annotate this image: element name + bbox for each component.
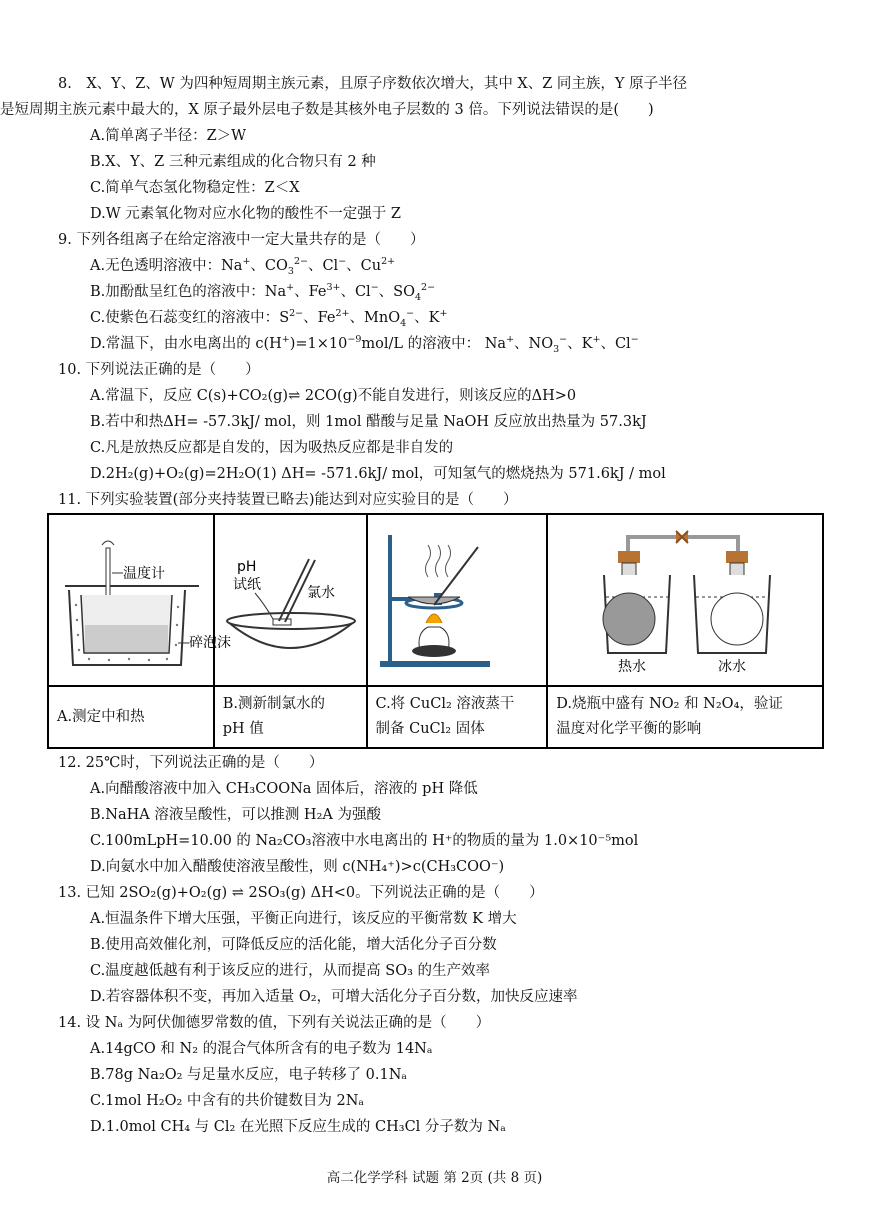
- q8-option-b: B.X、Y、Z 三种元素组成的化合物只有 2 种: [90, 154, 376, 170]
- q14-option-d: D.1.0mol CH₄ 与 Cl₂ 在光照下反应生成的 CH₃Cl 分子数为 Nₐ: [90, 1119, 506, 1135]
- q12-option-b: B.NaHA 溶液呈酸性，可以推测 H₂A 为强酸: [90, 807, 381, 823]
- q10-stem: 10. 下列说法正确的是（ ）: [58, 362, 260, 378]
- foam-label: 碎泡沫: [189, 635, 231, 651]
- q12-option-c: C.100mLpH=10.00 的 Na₂CO₃溶液中水电离出的 H⁺的物质的量为 1.0×10⁻⁵mol: [90, 833, 639, 849]
- q13-stem: 13. 已知 2SO₂(g)+O₂(g) ⇌ 2SO₃(g) ΔH<0。下列说法正确的是（ ）: [58, 885, 544, 901]
- q14-option-c: C.1mol H₂O₂ 中含有的共价键数目为 2Nₐ: [90, 1093, 365, 1109]
- q13-option-d: D.若容器体积不变，再加入适量 O₂，可增大活化分子百分数，加快反应速率: [90, 989, 578, 1005]
- question-13: [58, 880, 823, 1010]
- q10-option-d: D.2H₂(g)+O₂(g)=2H₂O(1) ΔH= -571.6kJ/ mol，可知氢气的燃烧热为 571.6kJ / mol: [90, 466, 666, 482]
- question-9: [58, 227, 823, 357]
- hot-water-label: 热水: [618, 659, 647, 675]
- page-footer: 高二化学学科 试题 第 2页 (共 8 页): [326, 1170, 543, 1186]
- question-11: [58, 487, 823, 513]
- q14-stem: 14. 设 Nₐ 为阿伏伽德罗常数的值，下列有关说法正确的是（ ）: [58, 1015, 491, 1031]
- calorimeter-diagram: [49, 515, 231, 681]
- experiment-table: [47, 513, 824, 749]
- q9-stem: 9. 下列各组离子在给定溶液中一定大量共存的是（ ）: [58, 232, 425, 248]
- question-12: [58, 750, 823, 880]
- q11-stem: 11. 下列实验装置(部分夹持装置已略去)能达到对应实验目的是（ ）: [58, 492, 518, 508]
- q10-option-c: C.凡是放热反应都是自发的，因为吸热反应都是非自发的: [90, 440, 454, 456]
- q14-option-b: B.78g Na₂O₂ 与足量水反应，电子转移了 0.1Nₐ: [90, 1067, 408, 1083]
- q8-option-d: D.W 元素氧化物对应水化物的酸性不一定强于 Z: [90, 206, 401, 222]
- question-8: [0, 71, 823, 227]
- q13-option-a: A.恒温条件下增大压强，平衡正向进行，该反应的平衡常数 K 增大: [90, 911, 517, 927]
- thermometer-label: 温度计: [123, 566, 165, 582]
- apparatus-d: [547, 514, 823, 686]
- equilibrium-diagram: [548, 515, 821, 681]
- q13-option-b: B.使用高效催化剂，可降低反应的活化能，增大活化分子百分数: [90, 937, 497, 953]
- q9-option-d: D.常温下，由水电离出的 $c(H^+)=1\times 10^{-9}mol/L$ 的溶液中： Na+、$NO_3^-$、K+、Cl−: [90, 334, 639, 355]
- q9-option-b: B.加酚酞呈红色的溶液中：Na+、$Fe^{3+}$、Cl−、$SO_4^{2-}$: [90, 282, 436, 303]
- caption-a: A.测定中和热: [48, 686, 214, 748]
- evaporation-diagram: [368, 515, 546, 681]
- apparatus-b: [214, 514, 367, 686]
- q9-option-c: C.使紫色石蕊变红的溶液中：$S^{2-}$、$Fe^{2+}$、MnO$_4$−、K+: [90, 308, 448, 329]
- q8-stem-line1: 8. X、Y、Z、W 为四种短周期主族元素，且原子序数依次增大，其中 X、Z 同主族，Y 原子半径: [58, 76, 688, 92]
- q10-option-a: A.常温下，反应 C(s)+CO₂(g)⇌ 2CO(g)不能自发进行，则该反应的ΔH>0: [90, 388, 577, 404]
- q9-option-a: A.无色透明溶液中：Na+、$CO_3^{2-}$、Cl−、$Cu^{2+}$: [90, 256, 396, 277]
- ph-label: pH: [236, 559, 257, 575]
- q13-option-c: C.温度越低越有利于该反应的进行，从而提高 SO₃ 的生产效率: [90, 963, 491, 979]
- ph-paper-diagram: [215, 515, 365, 681]
- q12-option-a: A.向醋酸溶液中加入 CH₃COONa 固体后，溶液的 pH 降低: [90, 781, 478, 797]
- caption-c: C.将 CuCl₂ 溶液蒸干 制备 CuCl₂ 固体: [367, 686, 548, 748]
- q8-option-a: A.简单离子半径：Z＞W: [90, 128, 247, 144]
- q12-option-d: D.向氨水中加入醋酸使溶液呈酸性，则 c(NH₄⁺)>c(CH₃COO⁻): [90, 859, 505, 875]
- caption-b: B.测新制氯水的 pH 值: [214, 686, 367, 748]
- q10-option-b: B.若中和热ΔH= -57.3kJ/ mol，则 1mol 醋酸与足量 NaOH 反应放出热量为 57.3kJ: [90, 414, 647, 430]
- chlorine-water-label: 氯水: [306, 585, 335, 601]
- q8-option-c: C.简单气态氢化物稳定性：Z＜X: [90, 180, 300, 196]
- question-10: [58, 357, 823, 487]
- q14-option-a: A.14gCO 和 N₂ 的混合气体所含有的电子数为 14Nₐ: [90, 1041, 433, 1057]
- test-paper-label: 试纸: [232, 577, 261, 593]
- q8-stem-line2: 是短周期主族元素中最大的，X 原子最外层电子数是其核外电子层数的 3 倍。下列说法错误的是( ): [0, 102, 654, 118]
- apparatus-a: [48, 514, 231, 686]
- apparatus-c: [367, 514, 548, 686]
- caption-d: D.烧瓶中盛有 NO₂ 和 N₂O₄，验证 温度对化学平衡的影响: [547, 686, 823, 748]
- question-14: [58, 1010, 823, 1140]
- q12-stem: 12. 25℃时，下列说法正确的是（ ）: [58, 755, 324, 771]
- ice-water-label: 冰水: [718, 659, 747, 675]
